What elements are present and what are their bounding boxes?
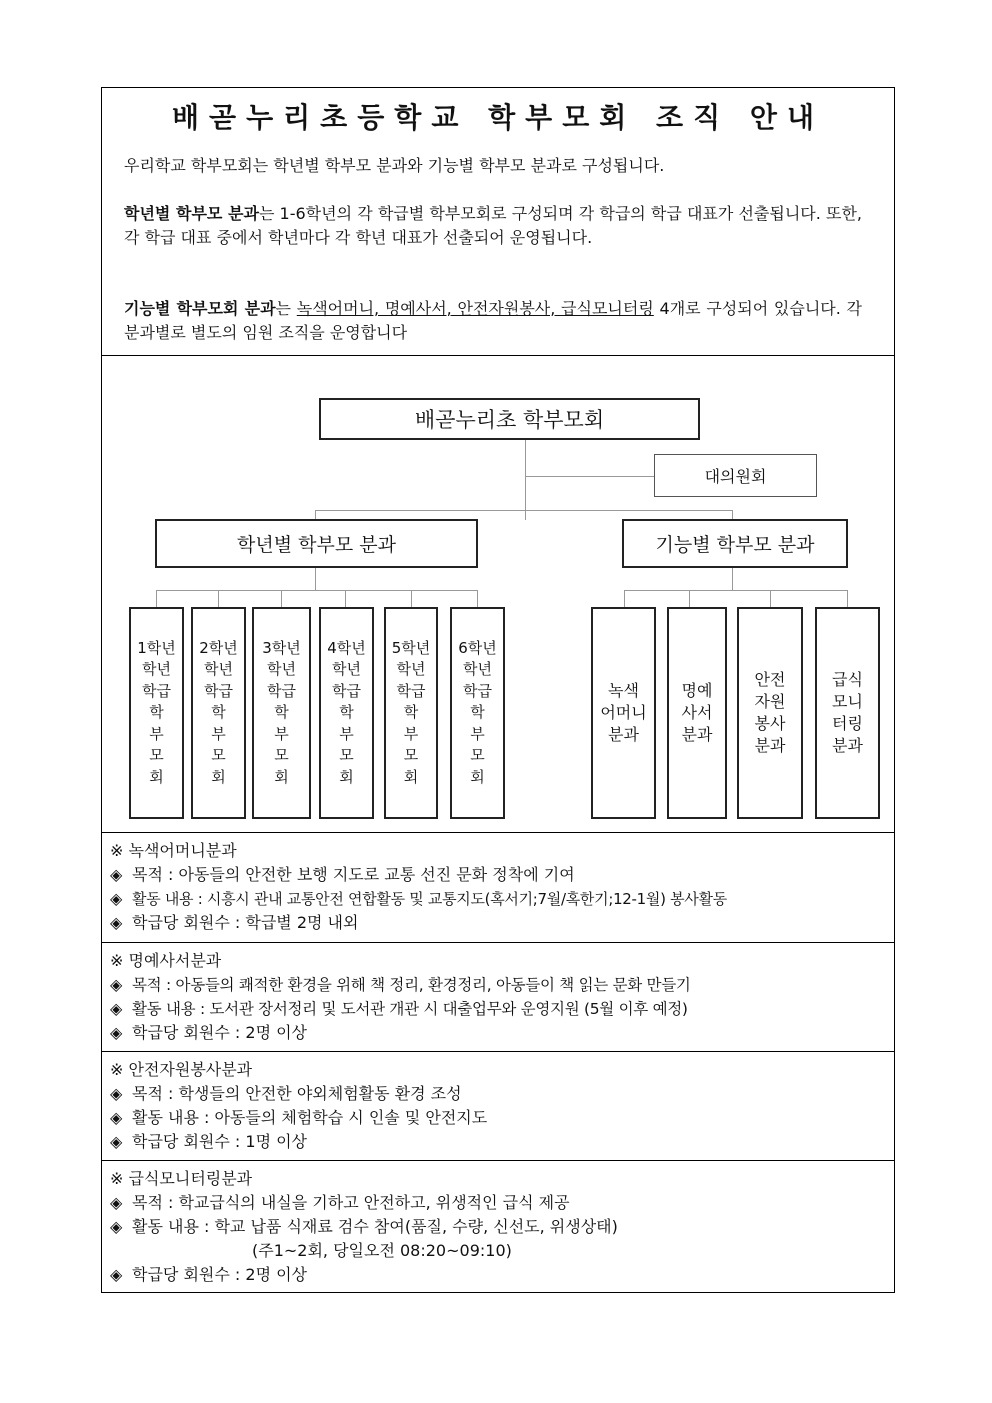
- connector-line: [525, 440, 526, 520]
- grade-1-box: [129, 607, 184, 819]
- section-item-continuation: (주1~2회, 당일오전 08:20~09:10): [252, 1241, 512, 1260]
- safety-volunteer-label: 안전 자원 봉사 분과: [754, 670, 786, 755]
- org-chart: [102, 356, 894, 833]
- grade-division-desc: 는 1-6학년의 각 학급별 학부모회로 구성되며 각 학급의 학급 대표가 선출됩니다. 또한, 각 학급 대표 중에서 학년마다 각 학년 대표가 선출되어 운영됩니다.: [124, 204, 862, 247]
- section-item: 활동 내용 : 도서관 장서정리 및 도서관 개관 시 대출업무와 운영지원 (5월 이후 예정): [132, 1000, 688, 1018]
- diamond-bullet-icon: ◈: [110, 1108, 123, 1127]
- council-box: 대의원회: [654, 454, 817, 497]
- section-meal-monitoring: [102, 1161, 894, 1292]
- diamond-bullet-icon: ◈: [110, 975, 123, 994]
- connector-line: [281, 590, 282, 607]
- section-heading: ※ 명예사서분과: [110, 951, 222, 970]
- section-green-mother: [102, 833, 894, 943]
- connector-line: [770, 590, 771, 607]
- meal-monitoring-box: [815, 607, 880, 819]
- function-division-term: 기능별 학부모회 분과: [124, 299, 276, 318]
- grade-6-label: 6학년: [458, 638, 497, 657]
- connector-line: [624, 590, 625, 607]
- section-heading: ※ 안전자원봉사분과: [110, 1060, 253, 1079]
- grade-division-box: 학년별 학부모 분과: [155, 519, 478, 568]
- honorary-librarian-box: [667, 607, 727, 819]
- grade-2-box: [191, 607, 246, 819]
- diamond-bullet-icon: ◈: [110, 865, 123, 884]
- connector-line: [315, 568, 316, 590]
- section-item: 학급당 회원수 : 학급별 2명 내외: [132, 913, 359, 932]
- section-item: 목적 : 학생들의 안전한 야외체험활동 환경 조성: [132, 1084, 462, 1103]
- function-division-connector: 는: [275, 299, 297, 318]
- section-heading: ※ 급식모니터링분과: [110, 1169, 253, 1188]
- grade-3-box: [252, 607, 311, 819]
- grade-4-text: 학년 학급 학 부 모 회: [332, 660, 361, 786]
- grade-2-text: 학년 학급 학 부 모 회: [204, 660, 233, 786]
- grade-6-box: [450, 607, 505, 819]
- section-item: 학급당 회원수 : 2명 이상: [132, 1023, 308, 1042]
- connector-line: [315, 510, 733, 511]
- grade-5-box: [384, 607, 438, 819]
- section-item: 목적 : 아동들의 쾌적한 환경을 위해 책 정리, 환경정리, 아동들이 책 읽는 문화 만들기: [132, 976, 691, 994]
- meal-monitoring-label: 급식 모니 터링 분과: [832, 670, 863, 755]
- section-safety-volunteer: [102, 1052, 894, 1161]
- function-division-box: 기능별 학부모 분과: [622, 519, 848, 568]
- grade-1-text: 학년 학급 학 부 모 회: [142, 660, 171, 786]
- section-heading: ※ 녹색어머니분과: [110, 841, 237, 860]
- diamond-bullet-icon: ◈: [110, 913, 123, 932]
- grade-division-term: 학년별 학부모 분과: [124, 204, 259, 223]
- section-item: 활동 내용 : 아동들의 체험학습 시 인솔 및 안전지도: [132, 1108, 488, 1127]
- grade-4-box: [319, 607, 374, 819]
- grade-1-label: 1학년: [137, 638, 176, 657]
- page-title: 배곧누리초등학교 학부모회 조직 안내: [171, 101, 824, 134]
- diamond-bullet-icon: ◈: [110, 999, 123, 1018]
- grade-5-label: 5학년: [391, 638, 431, 657]
- diamond-bullet-icon: ◈: [110, 1265, 123, 1284]
- diamond-bullet-icon: ◈: [110, 1193, 123, 1212]
- connector-line: [411, 590, 412, 607]
- document-frame: [101, 87, 895, 1293]
- connector-line: [732, 568, 733, 590]
- grade-5-text: 학년 학급 학 부 모 회: [396, 660, 426, 786]
- section-item: 학급당 회원수 : 2명 이상: [132, 1265, 308, 1284]
- section-item: 목적 : 학교급식의 내실을 기하고 안전하고, 위생적인 급식 제공: [132, 1193, 570, 1212]
- diamond-bullet-icon: ◈: [110, 1023, 123, 1042]
- section-item: 목적 : 아동들의 안전한 보행 지도로 교통 선진 문화 정착에 기여: [132, 865, 575, 884]
- connector-line: [689, 590, 690, 607]
- connector-line: [345, 590, 346, 607]
- safety-volunteer-box: [737, 607, 803, 819]
- connector-line: [525, 476, 655, 477]
- grade-6-text: 학년 학급 학 부 모 회: [463, 660, 492, 786]
- grade-3-label: 3학년: [262, 638, 301, 657]
- section-honorary-librarian: [102, 943, 894, 1052]
- connector-line: [156, 590, 157, 607]
- diamond-bullet-icon: ◈: [110, 1132, 123, 1151]
- green-mother-box: [591, 607, 656, 819]
- function-division-desc: 4개로 구성되어 있습니다. 각 분과별로 별도의 임원 조직을 운영합니다: [124, 299, 863, 342]
- org-root-box: 배곧누리초 학부모회: [319, 398, 700, 440]
- intro-paragraph-3: [124, 297, 862, 345]
- section-item: 학급당 회원수 : 1명 이상: [132, 1132, 308, 1151]
- connector-line: [218, 590, 219, 607]
- intro-paragraph-1: 우리학교 학부모회는 학년별 학부모 분과와 기능별 학부모 분과로 구성됩니다.: [124, 156, 665, 175]
- connector-line: [156, 590, 478, 591]
- grade-2-label: 2학년: [199, 638, 238, 657]
- grade-3-text: 학년 학급 학 부 모 회: [267, 660, 296, 786]
- diamond-bullet-icon: ◈: [110, 889, 123, 908]
- connector-line: [624, 590, 848, 591]
- honorary-librarian-label: 명예 사서 분과: [681, 681, 713, 744]
- connector-line: [847, 590, 848, 607]
- section-item: 활동 내용 : 학교 납품 식재료 검수 참여(품질, 수량, 신선도, 위생상태): [132, 1217, 618, 1236]
- intro-section: [102, 88, 894, 356]
- function-division-list: 녹색어머니, 명예사서, 안전자원봉사, 급식모니터링: [296, 299, 654, 318]
- diamond-bullet-icon: ◈: [110, 1084, 123, 1103]
- diamond-bullet-icon: ◈: [110, 1217, 123, 1236]
- green-mother-label: 녹색 어머니 분과: [600, 681, 647, 744]
- intro-paragraph-2: [124, 202, 862, 250]
- grade-4-label: 4학년: [327, 638, 366, 657]
- section-item: 활동 내용 : 시흥시 관내 교통안전 연합활동 및 교통지도(혹서기;7월/혹한기;12-1월) 봉사활동: [132, 890, 727, 908]
- connector-line: [477, 590, 478, 607]
